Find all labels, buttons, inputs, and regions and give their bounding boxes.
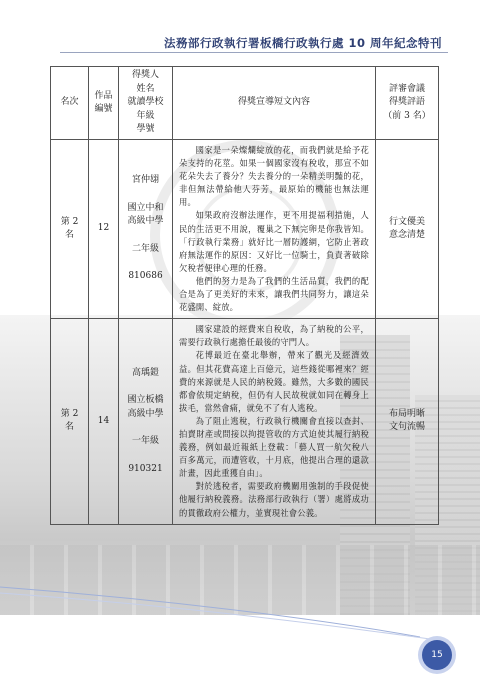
header-content: 得獎宣導短文內容 (173, 67, 376, 140)
header-work-no: 作品 編號 (89, 67, 119, 140)
page-number: 15 (422, 640, 452, 670)
header-comment: 評審會議 得獎評語 （前 3 名） (376, 67, 439, 140)
table-row (51, 319, 439, 524)
essay-cell (173, 319, 376, 524)
comment-cell: 布局明晰 文句流暢 (376, 319, 439, 524)
header-rule (60, 52, 448, 53)
header-title: 法務部行政執行署板橋行政執行處 10 周年紀念特刊 (163, 36, 442, 50)
work-no-cell: 12 (89, 140, 119, 319)
rank-cell: 第 2 名 (51, 319, 89, 524)
rank-cell: 第 2 名 (51, 140, 89, 319)
header-rank: 名次 (51, 67, 89, 140)
student-id: 910321 (128, 463, 163, 474)
student-school: 國立中和 (127, 202, 164, 213)
essay-paragraph: 花博最近在臺北舉辦，帶來了觀光及經濟效益。但其花費高達上百億元，這些錢從哪裡來？經費的來源就是人民的納稅錢。雖然，大多數的國民都會依規定納稅，但仍有人民故稅就如同在轉身上拔毛，當然會痛，就免不了有人逃稅。 (179, 350, 369, 413)
student-cell: 高瑀鎧 國立板橋 高級中學 一年級 910321 (119, 319, 173, 524)
table-header-row (51, 67, 439, 140)
footer-curve (0, 579, 480, 639)
student-cell: 宮仲翃 國立中和 高級中學 二年級 810686 (119, 140, 173, 319)
essay-paragraph: 他們的努力是為了我們的生活品質，我們的配合是為了更美好的未來，讓我們共同努力，讓這朵花盛開、綻放。 (179, 275, 369, 313)
student-grade: 二年級 (131, 243, 159, 254)
student-name: 高瑀鎧 (131, 367, 159, 378)
essay-paragraph: 對於逃稅者，需要政府機關用強制的手段促使他履行納稅義務。法務部行政執行（署）處將成功的貫徹政府公權力，並實現社會公義。 (179, 481, 369, 518)
student-id: 810686 (128, 271, 163, 282)
table-row (51, 140, 439, 319)
comment-cell: 行文優美 意念清楚 (376, 140, 439, 319)
essay-paragraph: 國家是一朵燦爛綻放的花，而我們就是給予花朵支持的花莖。如果一個國家沒有稅收，那宣不如花朵失去了養分？失去養分的一朵精美明豔的花，非但無法帶給他人芬芳，最原始的機能也無法運用。 (179, 145, 369, 208)
awards-table (50, 66, 439, 525)
essay-paragraph: 如果政府沒辦法運作，更不用提福利措施，人民的生活更不用說，覆巢之下無完卵是你我皆知。「行政執行業務」就好比一層防護網，它防止著政府無法運作的原因：又好比一位騎士，負責著破除欠稅者便律心理的任務。 (179, 210, 369, 273)
essay-paragraph: 國家建設的經費來自稅收，為了納稅的公平，需要行政執行處擔任最後的守門人。 (179, 324, 369, 348)
student-school: 國立板橋 (127, 395, 164, 406)
essay-cell (173, 140, 376, 319)
student-name: 宮仲翃 (131, 175, 159, 186)
work-no-cell: 14 (89, 319, 119, 524)
header-winner: 得獎人 姓名 就讀學校 年級 學號 (119, 67, 173, 140)
essay-paragraph: 為了阻止逃稅，行政執行機關會直接以查封、拍賣財產或問接以拘提管收的方式迫使其履行納稅義務，例如最近報紙上登載：「藝人買一航欠稅八百多萬元，而遭管收，十月底，他提出合理的還款計畫，因此重獲自由」。 (179, 415, 369, 479)
student-grade: 一年級 (131, 436, 159, 447)
